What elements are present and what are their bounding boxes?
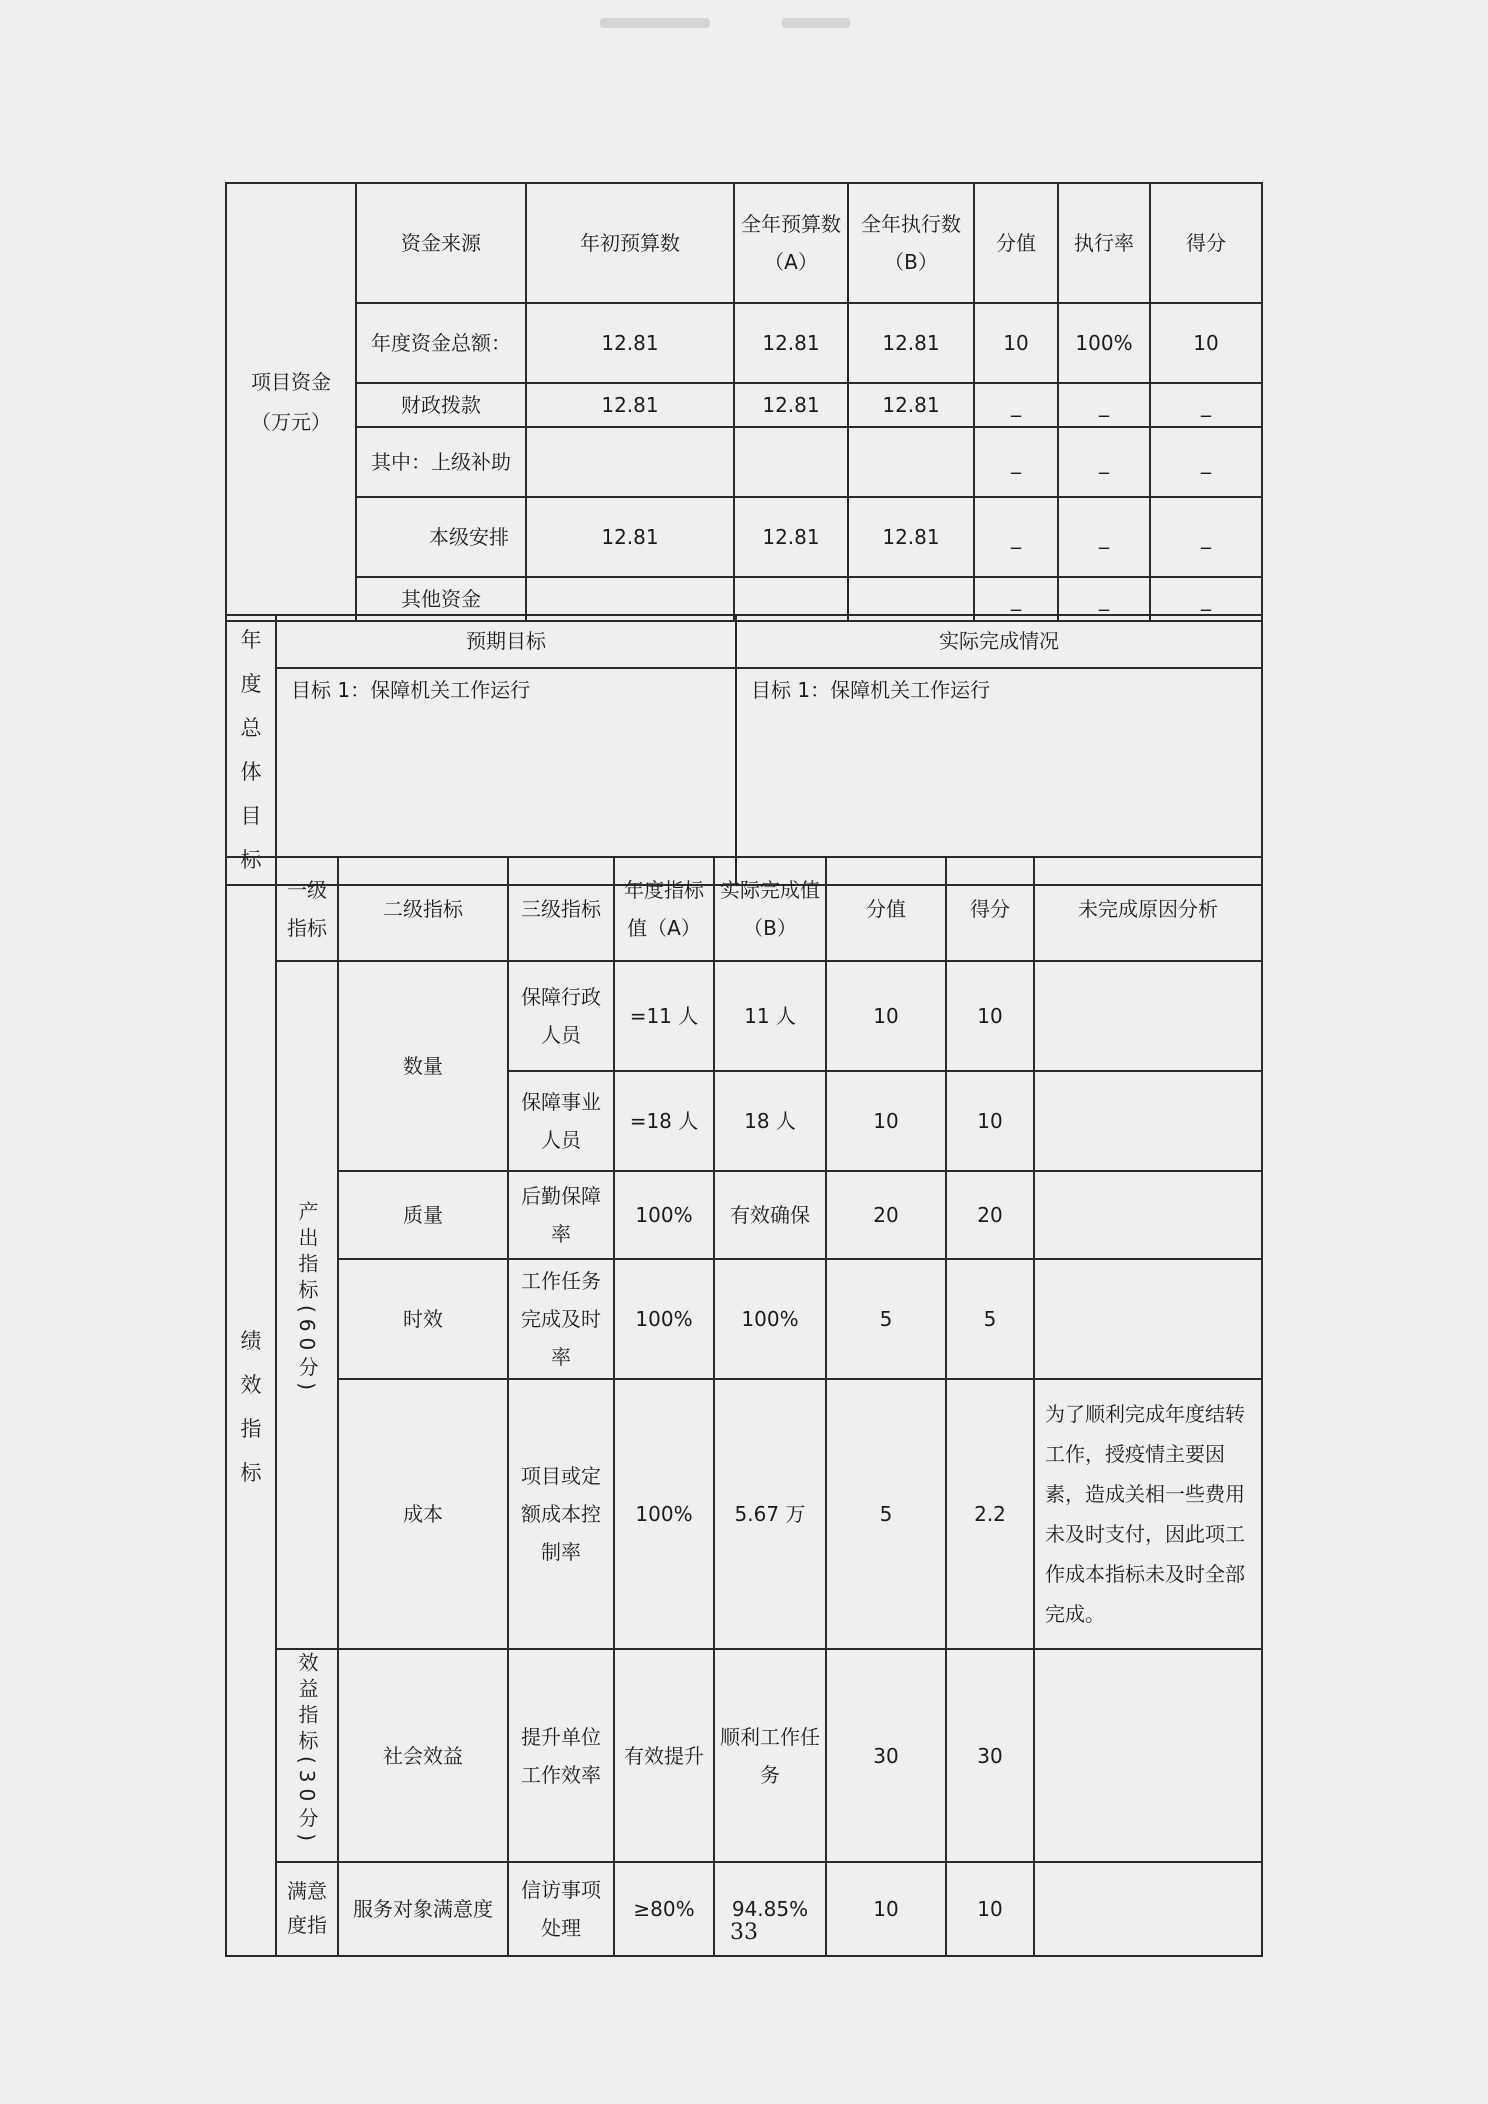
actual-value: 5.67 万 xyxy=(714,1379,826,1649)
annual-value xyxy=(734,427,848,497)
funds-table xyxy=(225,182,1263,622)
performance-section-label: 绩效指标 xyxy=(226,857,276,1956)
reason-value: 为了顺利完成年度结转工作，授疫情主要因素，造成关相一些费用未及时支付，因此项工作成本指标未及时全部完成。 xyxy=(1034,1379,1262,1649)
annual-value: 12.81 xyxy=(734,497,848,577)
level3-value: 后勤保障率 xyxy=(508,1171,614,1259)
scan-artifact xyxy=(600,18,710,28)
weight-value: 10 xyxy=(826,1071,946,1171)
initial-value: 12.81 xyxy=(526,303,734,383)
rate-value: 100% xyxy=(1058,303,1150,383)
quantity-label: 数量 xyxy=(338,961,508,1171)
annual-value: 12.81 xyxy=(734,303,848,383)
row-label: 年度资金总额： xyxy=(356,303,526,383)
funds-section-label: 项目资金（万元） xyxy=(226,183,356,621)
target-value: 100% xyxy=(614,1259,714,1379)
target-value: ≥80% xyxy=(614,1862,714,1956)
performance-table xyxy=(225,856,1263,1957)
initial-value: 12.81 xyxy=(526,497,734,577)
header-weight: 分值 xyxy=(974,183,1058,303)
score-value: 20 xyxy=(946,1171,1034,1259)
page-number: 33 xyxy=(730,1920,758,1945)
target-value: =11 人 xyxy=(614,961,714,1071)
header-score: 得分 xyxy=(1150,183,1262,303)
funds-row xyxy=(226,497,1262,577)
weight-value: _ xyxy=(974,383,1058,427)
header-annual-budget: 全年预算数（A） xyxy=(734,183,848,303)
expected-goal-text: 目标 1：保障机关工作运行 xyxy=(276,668,736,885)
header-reason: 未完成原因分析 xyxy=(1034,857,1262,961)
reason-value xyxy=(1034,1171,1262,1259)
indicator-row xyxy=(226,1379,1262,1649)
row-label: 财政拨款 xyxy=(356,383,526,427)
output-indicator-label: 产出指标(60分) xyxy=(276,961,338,1649)
row-label: 其他资金 xyxy=(356,577,526,621)
header-level3: 三级指标 xyxy=(508,857,614,961)
benefit-indicator-label: 效益指标(30分) xyxy=(276,1649,338,1862)
header-level2: 二级指标 xyxy=(338,857,508,961)
reason-value xyxy=(1034,961,1262,1071)
scan-artifact xyxy=(782,18,850,28)
header-execution-rate: 执行率 xyxy=(1058,183,1150,303)
rate-value: _ xyxy=(1058,497,1150,577)
expected-goal-header: 预期目标 xyxy=(276,615,736,668)
weight-value: 5 xyxy=(826,1259,946,1379)
score-value: _ xyxy=(1150,497,1262,577)
goals-section-label: 年度总体目标 xyxy=(226,615,276,885)
weight-value: 10 xyxy=(826,961,946,1071)
weight-value: 20 xyxy=(826,1171,946,1259)
score-value: 5 xyxy=(946,1259,1034,1379)
score-value: _ xyxy=(1150,577,1262,621)
level3-value: 信访事项处理 xyxy=(508,1862,614,1956)
funds-row xyxy=(226,383,1262,427)
score-value: _ xyxy=(1150,383,1262,427)
actual-value: 18 人 xyxy=(714,1071,826,1171)
level2-value: 质量 xyxy=(338,1171,508,1259)
initial-value: 12.81 xyxy=(526,383,734,427)
level2-value: 时效 xyxy=(338,1259,508,1379)
level3-value: 项目或定额成本控制率 xyxy=(508,1379,614,1649)
weight-value: 10 xyxy=(826,1862,946,1956)
actual-value: 11 人 xyxy=(714,961,826,1071)
executed-value xyxy=(848,427,974,497)
indicator-row xyxy=(226,1649,1262,1862)
actual-value: 100% xyxy=(714,1259,826,1379)
executed-value: 12.81 xyxy=(848,383,974,427)
actual-value: 94.85% xyxy=(714,1862,826,1956)
weight-value: 30 xyxy=(826,1649,946,1862)
actual-value: 有效确保 xyxy=(714,1171,826,1259)
actual-goal-header: 实际完成情况 xyxy=(736,615,1262,668)
header-actual: 实际完成值（B） xyxy=(714,857,826,961)
executed-value: 12.81 xyxy=(848,303,974,383)
actual-value: 顺利工作任务 xyxy=(714,1649,826,1862)
annual-value: 12.81 xyxy=(734,383,848,427)
header-source: 资金来源 xyxy=(356,183,526,303)
score-value: _ xyxy=(1150,427,1262,497)
level2-value: 成本 xyxy=(338,1379,508,1649)
rate-value: _ xyxy=(1058,427,1150,497)
level2-value: 社会效益 xyxy=(338,1649,508,1862)
weight-value: _ xyxy=(974,427,1058,497)
executed-value: 12.81 xyxy=(848,497,974,577)
rate-value: _ xyxy=(1058,577,1150,621)
target-value: 有效提升 xyxy=(614,1649,714,1862)
reason-value xyxy=(1034,1071,1262,1171)
goals-table xyxy=(225,614,1263,886)
header-weight: 分值 xyxy=(826,857,946,961)
level3-value: 保障行政人员 xyxy=(508,961,614,1071)
indicator-row xyxy=(226,1259,1262,1379)
header-score: 得分 xyxy=(946,857,1034,961)
header-target: 年度指标值（A） xyxy=(614,857,714,961)
level3-value: 工作任务完成及时率 xyxy=(508,1259,614,1379)
actual-goal-text: 目标 1：保障机关工作运行 xyxy=(736,668,1262,885)
indicator-row xyxy=(226,961,1262,1071)
header-initial-budget: 年初预算数 xyxy=(526,183,734,303)
score-value: 10 xyxy=(946,1862,1034,1956)
target-value: 100% xyxy=(614,1379,714,1649)
score-value: 10 xyxy=(946,1071,1034,1171)
indicator-row xyxy=(226,1171,1262,1259)
level3-value: 保障事业人员 xyxy=(508,1071,614,1171)
header-annual-executed: 全年执行数（B） xyxy=(848,183,974,303)
weight-value: _ xyxy=(974,577,1058,621)
score-value: 10 xyxy=(946,961,1034,1071)
header-level1: 一级指标 xyxy=(276,857,338,961)
row-label: 本级安排 xyxy=(356,497,526,577)
level3-value: 提升单位工作效率 xyxy=(508,1649,614,1862)
score-value: 10 xyxy=(1150,303,1262,383)
reason-value xyxy=(1034,1259,1262,1379)
target-value: 100% xyxy=(614,1171,714,1259)
satisfaction-indicator-label: 满意度指 xyxy=(276,1862,338,1956)
initial-value xyxy=(526,427,734,497)
score-value: 30 xyxy=(946,1649,1034,1862)
target-value: =18 人 xyxy=(614,1071,714,1171)
rate-value: _ xyxy=(1058,383,1150,427)
funds-row xyxy=(226,427,1262,497)
weight-value: 5 xyxy=(826,1379,946,1649)
row-label: 其中：上级补助 xyxy=(356,427,526,497)
weight-value: _ xyxy=(974,497,1058,577)
weight-value: 10 xyxy=(974,303,1058,383)
funds-row xyxy=(226,303,1262,383)
level2-value: 服务对象满意度 xyxy=(338,1862,508,1956)
score-value: 2.2 xyxy=(946,1379,1034,1649)
reason-value xyxy=(1034,1649,1262,1862)
